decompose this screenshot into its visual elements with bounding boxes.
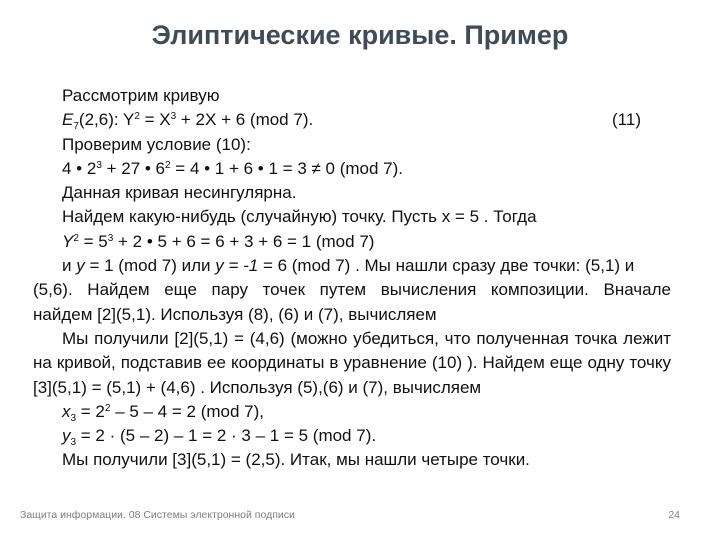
text-line [33, 254, 671, 278]
eq-part: = 2 · (5 – 2) – 1 = 2 · 3 – 1 = 5 (mod 7). [76, 426, 377, 446]
equation-y-squared [33, 230, 671, 254]
slide-body [33, 84, 671, 473]
text-part: = 6 (mod 7) . Мы нашли сразу две точки: (5,1) и [258, 256, 635, 276]
eq-exponent: 3 [96, 159, 102, 171]
equation-curve [33, 108, 671, 132]
equation-x3 [33, 400, 671, 424]
eq-part: = 5 [78, 231, 108, 251]
curve-symbol: E [62, 110, 74, 130]
footer-course: Защита информации. 08 Системы электронной подписи [20, 509, 295, 521]
text-part: и [62, 256, 77, 276]
eq-part: – 5 – 4 = 2 (mod 7), [110, 401, 265, 421]
text-line: Мы получили [3](5,1) = (2,5). Итак, мы нашли четыре точки. [62, 450, 530, 470]
eq-variable: y [62, 426, 71, 446]
text-line: Найдем какую-нибудь (случайную) точку. Пусть x = 5 . Тогда [62, 207, 537, 227]
eq-variable: y = -1 [215, 256, 259, 276]
eq-variable: y [76, 256, 85, 276]
eq-exponent: 3 [170, 111, 177, 123]
eq-part: + 2 • 5 + 6 = 6 + 3 + 6 = 1 (mod 7) [113, 231, 375, 251]
eq-part: 4 • 2 [62, 158, 97, 178]
text-line: Рассмотрим кривую [62, 86, 220, 105]
eq-part: = 2 [76, 401, 105, 421]
equation-check [33, 157, 671, 181]
eq-exponent: 2 [165, 159, 171, 171]
equation-number: (11) [612, 110, 641, 130]
text-line: Данная кривая несингулярна. [62, 183, 297, 203]
equation-y3 [33, 424, 671, 448]
eq-exponent: 2 [73, 232, 79, 244]
slide-title: Элиптические кривые. Пример [151, 20, 569, 50]
eq-part: + 2X + 6 (mod 7). [176, 110, 314, 130]
eq-subscript: 3 [70, 412, 77, 424]
eq-part: (2,6): Y [78, 110, 135, 130]
curve-subscript: 7 [73, 121, 79, 133]
text-line: (5,6). Найдем еще пару точек путем вычисления композиции. Вначале [33, 280, 671, 300]
text-line: найдем [2](5,1). Используя (8), (6) и (7), вычисляем [33, 304, 437, 324]
text-part: = 1 (mod 7) или [84, 256, 216, 276]
paragraph: Мы получили [2](5,1) = (4,6) (можно убедиться, что полученная точка лежит на кривой, подставив ее координаты в уравнение (10) ). Найдем еще одну точку [3](5,1) = (5,1) + (4,6) . Используя (5),(6) и (7), вычисляем [33, 328, 671, 397]
eq-part: = 4 • 1 + 6 • 1 = 3 ≠ 0 (mod 7). [170, 158, 404, 178]
page-number: 24 [668, 509, 680, 521]
eq-exponent: 2 [134, 111, 140, 123]
eq-variable: Y [62, 231, 74, 251]
text-line: Проверим условие (10): [62, 134, 251, 154]
eq-exponent: 3 [107, 232, 114, 244]
eq-exponent: 2 [104, 402, 111, 414]
eq-part: = X [139, 110, 171, 130]
eq-variable: x [62, 401, 71, 421]
eq-part: + 27 • 6 [101, 158, 166, 178]
eq-subscript: 3 [70, 437, 77, 449]
